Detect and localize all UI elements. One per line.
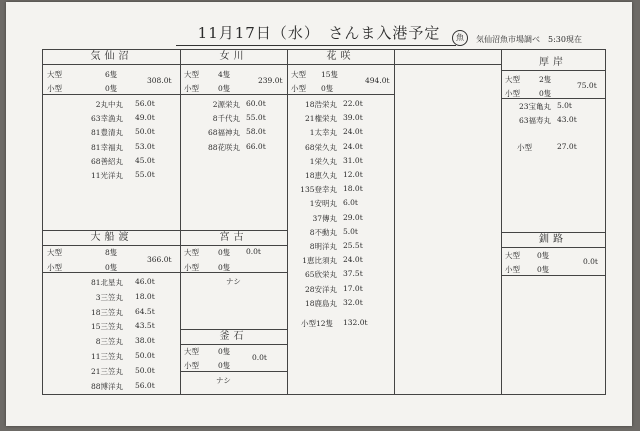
ship-name: 23宝亀丸 bbox=[518, 102, 551, 111]
small-summary-label: 小型 bbox=[517, 143, 532, 152]
ship-row bbox=[180, 99, 266, 110]
ship-tonnage: 55.0t bbox=[135, 170, 155, 179]
port-total: 308.0t bbox=[147, 76, 172, 85]
ship-row bbox=[287, 255, 363, 266]
large-count: 2隻 bbox=[539, 75, 552, 84]
ship-name: 8三笠丸 bbox=[95, 337, 123, 347]
ship-name: 18恵久丸 bbox=[304, 171, 337, 180]
ship-tonnage: 39.0t bbox=[343, 113, 363, 123]
ship-name: 28安洋丸 bbox=[304, 284, 337, 294]
small-count: 0隻 bbox=[105, 84, 118, 93]
ship-name: 81豊清丸 bbox=[90, 128, 123, 138]
divider bbox=[180, 371, 287, 372]
port-header-ofunato: 大船渡 bbox=[43, 230, 180, 246]
port-total: 239.0t bbox=[258, 76, 283, 85]
title-underline bbox=[176, 45, 456, 46]
small-summary-ton: 27.0t bbox=[557, 142, 577, 151]
divider bbox=[287, 94, 394, 95]
ship-name: 81北星丸 bbox=[90, 278, 123, 287]
large-count: 15隻 bbox=[321, 70, 339, 79]
ship-row bbox=[43, 336, 155, 347]
large-label: 大型 bbox=[184, 347, 199, 356]
ship-row bbox=[287, 212, 363, 224]
ship-name: 1安明丸 bbox=[309, 199, 337, 209]
ship-name: 2源栄丸 bbox=[212, 100, 240, 109]
large-label: 大型 bbox=[505, 75, 520, 84]
ship-row bbox=[287, 269, 363, 280]
port-header-kamaishi: 釜石 bbox=[180, 329, 287, 345]
small-summary-ton: 132.0t bbox=[343, 318, 368, 327]
small-count: 0隻 bbox=[321, 84, 334, 93]
port-header-hanasaki: 花咲 bbox=[287, 50, 394, 65]
small-label: 小型 bbox=[47, 263, 62, 272]
port-total: 0.0t bbox=[252, 353, 267, 362]
column-blank bbox=[394, 50, 502, 394]
schedule-sheet bbox=[6, 2, 632, 426]
large-count: 0隻 bbox=[537, 251, 550, 260]
ship-row bbox=[43, 99, 155, 110]
ship-tonnage: 38.0t bbox=[135, 336, 155, 346]
ship-row bbox=[43, 321, 155, 332]
ship-tonnage: 18.0t bbox=[135, 291, 155, 301]
ship-row bbox=[43, 277, 155, 288]
ship-tonnage: 5.0t bbox=[343, 226, 358, 236]
ship-row bbox=[287, 283, 363, 295]
ship-tonnage: 45.0t bbox=[135, 155, 155, 165]
port-header-onagawa: 女川 bbox=[180, 50, 287, 65]
ship-tonnage: 43.0t bbox=[557, 115, 577, 124]
ship-tonnage: 50.0t bbox=[135, 365, 155, 375]
ship-row bbox=[43, 127, 155, 138]
ship-tonnage: 43.5t bbox=[135, 321, 155, 331]
blank-header bbox=[394, 50, 501, 65]
large-label: 大型 bbox=[291, 70, 306, 79]
ship-tonnage: 5.0t bbox=[557, 101, 572, 110]
ship-name: 2丸中丸 bbox=[95, 100, 123, 109]
ship-tonnage: 18.0t bbox=[343, 184, 363, 194]
none-note-kamaishi: ナシ bbox=[216, 376, 231, 385]
ship-name: 8不動丸 bbox=[309, 227, 337, 237]
ship-tonnage: 17.0t bbox=[343, 283, 363, 293]
ship-row bbox=[287, 127, 363, 138]
divider bbox=[501, 98, 605, 99]
ship-name: 3三笠丸 bbox=[95, 292, 123, 302]
divider bbox=[501, 275, 605, 276]
ship-row bbox=[180, 141, 266, 153]
ship-tonnage: 24.0t bbox=[343, 255, 363, 265]
small-summary-label: 小型12隻 bbox=[301, 319, 334, 328]
ship-name: 18三笠丸 bbox=[90, 307, 123, 317]
ship-name: 37傳丸 bbox=[312, 213, 337, 223]
ship-tonnage: 50.0t bbox=[135, 127, 155, 137]
ship-row bbox=[287, 170, 363, 181]
ship-name: 1恵比須丸 bbox=[302, 256, 337, 266]
port-total: 366.0t bbox=[147, 255, 172, 264]
large-label: 大型 bbox=[505, 251, 520, 260]
ship-tonnage: 49.0t bbox=[135, 113, 155, 123]
port-total: 0.0t bbox=[246, 247, 261, 256]
ship-tonnage: 32.0t bbox=[343, 297, 363, 307]
small-count: 0隻 bbox=[539, 89, 552, 98]
ship-name: 81幸福丸 bbox=[90, 142, 123, 152]
large-label: 大型 bbox=[47, 248, 62, 257]
small-label: 小型 bbox=[291, 84, 306, 93]
large-count: 8隻 bbox=[105, 248, 118, 257]
ship-name: 88博洋丸 bbox=[90, 381, 123, 391]
ship-name: 68善紹丸 bbox=[90, 156, 123, 166]
column-kesennuma-ofunato bbox=[43, 50, 181, 394]
small-count: 0隻 bbox=[218, 361, 231, 370]
ship-name: 11三笠丸 bbox=[90, 352, 123, 361]
divider bbox=[43, 272, 180, 273]
ship-row bbox=[43, 380, 155, 392]
divider bbox=[43, 94, 180, 95]
ship-row bbox=[43, 141, 155, 153]
divider bbox=[180, 272, 287, 273]
ship-row bbox=[287, 297, 363, 309]
ship-name: 8明洋丸 bbox=[309, 242, 337, 251]
small-label: 小型 bbox=[184, 263, 199, 272]
large-label: 大型 bbox=[47, 70, 62, 79]
source-note: 気仙沼魚市場調べ 5:30現在 bbox=[476, 35, 582, 44]
ship-row bbox=[287, 184, 363, 195]
ship-name: 1栄久丸 bbox=[309, 156, 337, 166]
ship-row bbox=[501, 101, 572, 112]
ship-tonnage: 6.0t bbox=[343, 198, 358, 208]
divider bbox=[180, 94, 287, 95]
small-label: 小型 bbox=[184, 84, 199, 93]
port-total: 0.0t bbox=[583, 257, 598, 266]
ship-row bbox=[180, 127, 266, 138]
small-label: 小型 bbox=[505, 89, 520, 98]
ship-row bbox=[287, 99, 363, 110]
ship-row bbox=[287, 141, 363, 153]
ship-row bbox=[43, 365, 155, 377]
ship-row bbox=[43, 170, 155, 181]
port-header-kushiro: 釧路 bbox=[501, 232, 605, 248]
large-count: 6隻 bbox=[105, 70, 118, 79]
ship-row bbox=[287, 241, 363, 252]
ship-tonnage: 50.0t bbox=[135, 351, 155, 360]
ship-tonnage: 56.0t bbox=[135, 99, 155, 108]
ship-row bbox=[287, 113, 363, 124]
small-count: 0隻 bbox=[218, 263, 231, 272]
small-label: 小型 bbox=[47, 84, 62, 93]
ship-name: 18鹿島丸 bbox=[304, 298, 337, 308]
ship-tonnage: 37.5t bbox=[343, 269, 363, 279]
ship-name: 1太幸丸 bbox=[309, 128, 337, 138]
large-label: 大型 bbox=[184, 70, 199, 79]
large-count: 0隻 bbox=[218, 347, 231, 356]
ship-name: 88花咲丸 bbox=[207, 142, 240, 152]
ship-row bbox=[43, 113, 155, 124]
ship-tonnage: 56.0t bbox=[135, 380, 155, 390]
column-onagawa-miyako-kamaishi bbox=[180, 50, 288, 394]
ship-name: 8千代丸 bbox=[212, 114, 240, 124]
ship-tonnage: 12.0t bbox=[343, 170, 363, 179]
ship-tonnage: 55.0t bbox=[246, 113, 266, 123]
port-total: 494.0t bbox=[365, 76, 390, 85]
ship-row bbox=[43, 155, 155, 167]
small-count: 0隻 bbox=[218, 84, 231, 93]
ship-row bbox=[287, 198, 358, 209]
ship-row bbox=[501, 115, 577, 126]
port-header-akkeshi: 厚岸 bbox=[501, 56, 605, 71]
ship-tonnage: 58.0t bbox=[246, 127, 266, 137]
ship-tonnage: 29.0t bbox=[343, 212, 363, 222]
ship-tonnage: 25.5t bbox=[343, 241, 363, 250]
ship-name: 63幸漁丸 bbox=[90, 114, 123, 124]
ship-name: 21権栄丸 bbox=[304, 114, 337, 124]
large-count: 4隻 bbox=[218, 70, 231, 79]
ship-name: 11光洋丸 bbox=[90, 171, 123, 180]
ship-row bbox=[43, 306, 155, 318]
ship-tonnage: 60.0t bbox=[246, 99, 266, 108]
ship-tonnage: 24.0t bbox=[343, 141, 363, 151]
ship-name: 135登幸丸 bbox=[300, 185, 337, 195]
small-count: 0隻 bbox=[537, 265, 550, 274]
small-count: 0隻 bbox=[105, 263, 118, 272]
small-label: 小型 bbox=[505, 265, 520, 274]
ship-row bbox=[180, 113, 266, 124]
column-hanasaki bbox=[287, 50, 395, 394]
ship-name: 63福寿丸 bbox=[518, 116, 551, 125]
schedule-table bbox=[42, 49, 606, 395]
ship-tonnage: 22.0t bbox=[343, 99, 363, 108]
ship-name: 18浩栄丸 bbox=[304, 100, 337, 109]
ship-name: 15三笠丸 bbox=[90, 322, 123, 332]
ship-name: 65欣栄丸 bbox=[304, 270, 337, 280]
ship-tonnage: 53.0t bbox=[135, 141, 155, 151]
ship-tonnage: 64.5t bbox=[135, 306, 155, 316]
ship-row bbox=[43, 351, 155, 362]
ship-tonnage: 66.0t bbox=[246, 141, 266, 151]
ship-row bbox=[287, 155, 363, 167]
ship-name: 21三笠丸 bbox=[90, 366, 123, 376]
port-header-miyako: 宮古 bbox=[180, 230, 287, 246]
large-label: 大型 bbox=[184, 248, 199, 257]
ship-row bbox=[43, 291, 155, 303]
small-label: 小型 bbox=[184, 361, 199, 370]
column-akkeshi-kushiro bbox=[501, 50, 605, 394]
port-header-kesennuma: 気仙沼 bbox=[43, 50, 180, 65]
ship-tonnage: 31.0t bbox=[343, 155, 363, 165]
none-note-miyako: ナシ bbox=[226, 277, 241, 286]
ship-tonnage: 46.0t bbox=[135, 277, 155, 286]
port-total: 75.0t bbox=[577, 81, 597, 90]
page-title: 11月17日（水） さんま入港予定 bbox=[197, 24, 441, 42]
ship-name: 68福神丸 bbox=[207, 128, 240, 138]
fish-market-seal-icon: 魚 bbox=[452, 30, 468, 46]
ship-tonnage: 24.0t bbox=[343, 127, 363, 137]
large-count: 0隻 bbox=[218, 248, 231, 257]
ship-row bbox=[287, 226, 358, 238]
ship-name: 68栄久丸 bbox=[304, 142, 337, 152]
